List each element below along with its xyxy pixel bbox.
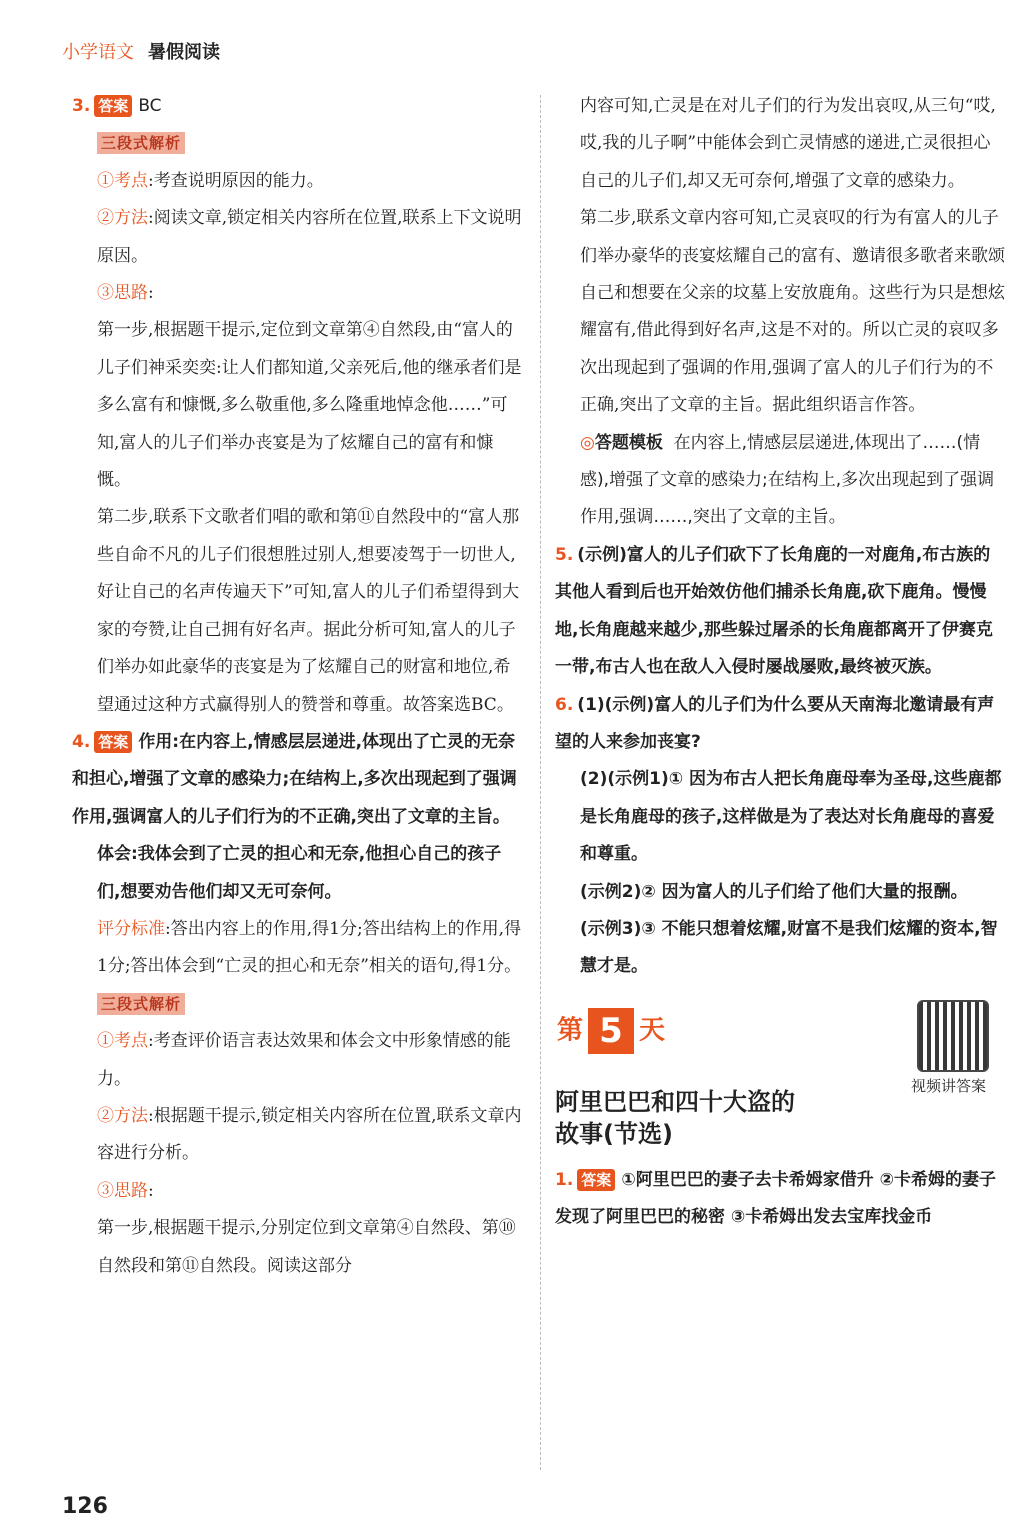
q4-analysis-heading — [72, 986, 524, 1023]
q5-answer: 5. (示例)富人的儿子们砍下了长角鹿的一对鹿角,布古族的其他人看到后也开始效仿他们捕杀长角鹿,砍下鹿角。慢慢地,长角鹿越来越少,那些躲过屠杀的长角鹿都离开了伊赛克一带,布古人也在敌人入侵时屡战屡败,最终被灭族。 — [555, 544, 993, 678]
template-icon: ◎ — [580, 432, 595, 453]
q4-pingfen: 评分标准:答出内容上的作用,得1分;答出结构上的作用,得1分;答出体会到“亡灵的担心和无奈”相关的语句,得1分。 — [97, 918, 522, 977]
q3-sanduan-badge: 三段式解析 — [97, 132, 185, 154]
q4-answer: 作用:在内容上,情感层层递进,体现出了亡灵的无奈和担心,增强了文章的感染力;在结构上,多次出现起到了强调作用,强调富人的儿子们行为的不正确,突出了文章的主旨。 — [72, 731, 517, 827]
q3-analysis-heading — [72, 125, 524, 162]
q6-example2: (示例2)② 因为富人的儿子们给了他们大量的报酬。 — [580, 881, 968, 902]
left-column — [72, 88, 524, 1285]
video-answer-label: 视频讲答案 — [911, 1076, 987, 1095]
q3-silu: ③思路: — [97, 283, 154, 304]
story-title: 阿里巴巴和四十大盗的 故事(节选) — [555, 1087, 795, 1148]
q4-tihui: 体会:我体会到了亡灵的担心和无奈,他担心自己的孩子们,想要劝告他们却又无可奈何。 — [97, 844, 502, 902]
q3-answer: BC — [138, 96, 162, 116]
story-q1-answer: 1. 答案 ①阿里巴巴的妻子去卡希姆家借升 ②卡希姆的妻子发现了阿里巴巴的秘密 ③卡希姆出发去宝库找金币 — [555, 1169, 997, 1228]
q3-answer-badge: 答案 — [94, 95, 132, 117]
q4-silu: ③思路: — [97, 1180, 154, 1201]
q3-step1: 第一步,根据题干提示,定位到文章第④自然段,由“富人的儿子们神采奕奕:让人们都知道,父亲死后,他的继承者们是多么富有和慷慨,多么敬重他,多么隆重地悼念他……”可知,富人的儿子们举办丧宴是为了炫耀自己的富有和慷慨。 — [97, 320, 522, 491]
right-column — [555, 88, 1007, 1237]
q3-kaodian: ①考点:考查说明原因的能力。 — [97, 170, 324, 191]
q3-fangfa: ②方法:阅读文章,锁定相关内容所在位置,联系上下文说明原因。 — [97, 208, 522, 266]
q6-example3: (示例3)③ 不能只想着炫耀,财富不是我们炫耀的资本,智慧才是。 — [580, 918, 998, 977]
q6-part2: (2)(示例1)① 因为布古人把长角鹿母奉为圣母,这些鹿都是长角鹿母的孩子,这样做是为了表达对长角鹿母的喜爱和尊重。 — [580, 769, 1002, 865]
day-label: 第 5 天 — [557, 1008, 665, 1054]
q4-answer-line — [72, 724, 524, 836]
q3-answer-line — [72, 88, 524, 125]
q4-fangfa: ②方法:根据题干提示,锁定相关内容所在位置,联系文章内容进行分析。 — [97, 1105, 522, 1164]
column-divider — [540, 95, 541, 1470]
day-number: 5 — [588, 1008, 634, 1054]
page-number: 126 — [62, 1494, 108, 1519]
header-series: 暑假阅读 — [148, 42, 220, 63]
q4-number: 4. — [72, 731, 91, 752]
qr-code-icon[interactable] — [917, 1000, 989, 1072]
q4-answer-badge: 答案 — [94, 731, 132, 753]
q3-step2: 第二步,联系下文歌者们唱的歌和第⑪自然段中的“富人那些自命不凡的儿子们很想胜过别人,想要凌驾于一切世人,好让自己的名声传遍天下”可知,富人的儿子们希望得到大家的夸赞,让自己拥有好名声。据此分析可知,富人的儿子们举办如此豪华的丧宴是为了炫耀自己的财富和地位,希望通过这种方式赢得别人的赞誉和尊重。故答案选BC。 — [97, 507, 520, 715]
q5-number: 5. — [555, 544, 574, 565]
q4-kaodian: ①考点:考查评价语言表达效果和体会文中形象情感的能力。 — [97, 1031, 511, 1089]
day-heading — [555, 996, 1007, 1095]
page-header — [62, 38, 220, 64]
q4-sanduan-badge: 三段式解析 — [97, 993, 185, 1015]
story-q1-number: 1. — [555, 1169, 574, 1190]
q4-continued: 内容可知,亡灵是在对儿子们的行为发出哀叹,从三句“哎,哎,我的儿子啊”中能体会到亡灵情感的递进,亡灵很担心自己的儿子们,却又无可奈何,增强了文章的感染力。 — [580, 96, 996, 191]
story-q1-answer-badge: 答案 — [577, 1169, 615, 1191]
answer-template: ◎答题模板 在内容上,情感层层递进,体现出了……(情感),增强了文章的感染力;在结构上,多次出现起到了强调作用,强调……,突出了文章的主旨。 — [580, 432, 995, 528]
q6-number: 6. — [555, 694, 574, 715]
q6-part1: 6. (1)(示例)富人的儿子们为什么要从天南海北邀请最有声望的人来参加丧宴? — [555, 694, 995, 752]
q4-step1: 第一步,根据题干提示,分别定位到文章第④自然段、第⑩自然段和第⑪自然段。阅读这部分 — [97, 1218, 516, 1276]
header-subject: 小学语文 — [62, 42, 134, 63]
q3-number: 3. — [72, 96, 91, 116]
q4-step2: 第二步,联系文章内容可知,亡灵哀叹的行为有富人的儿子们举办豪华的丧宴炫耀自己的富有、邀请很多歌者来歌颂自己和想要在父亲的坟墓上安放鹿角。这些行为只是想炫耀富有,借此得到好名声,这是不对的。所以亡灵的哀叹多次出现起到了强调的作用,强调了富人的儿子们行为的不正确,突出了文章的主旨。据此组织语言作答。 — [580, 208, 1005, 416]
